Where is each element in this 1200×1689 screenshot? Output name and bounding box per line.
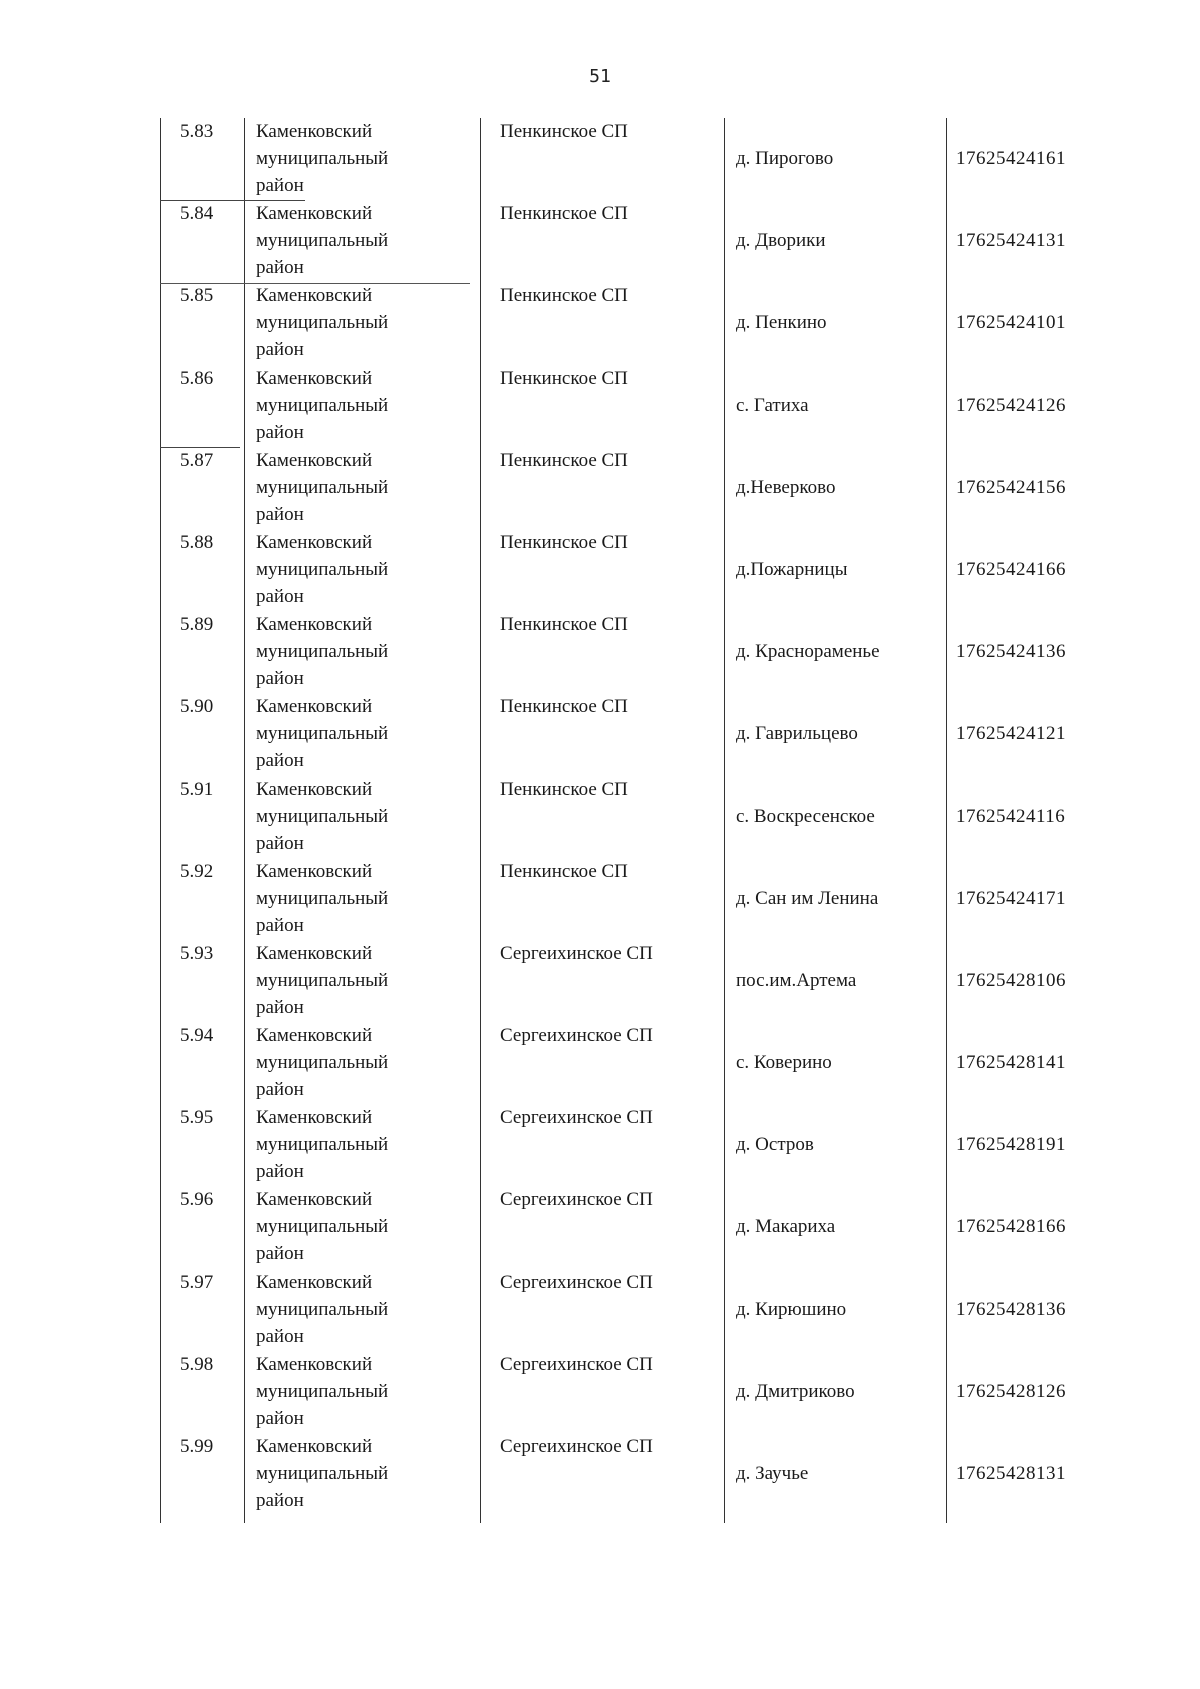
settlement-cell: Сергеихинское СП <box>500 1025 653 1047</box>
district-text: район <box>256 914 304 936</box>
district-text: район <box>256 257 304 279</box>
oktmo-code-cell: 17625424156 <box>956 476 1066 498</box>
oktmo-code-cell: 17625424166 <box>956 558 1066 580</box>
table-row <box>160 611 1120 693</box>
district-text: район <box>256 585 304 607</box>
district-text: муниципальный <box>256 1380 389 1402</box>
district-text: муниципальный <box>256 969 389 991</box>
district-text: Каменковский <box>256 449 373 471</box>
oktmo-code-cell: 17625424161 <box>956 148 1066 169</box>
oktmo-code-cell: 17625424121 <box>956 723 1066 745</box>
locality-cell: д. Остров <box>736 1134 814 1156</box>
district-cell <box>256 365 466 447</box>
settlement-cell: Пенкинское СП <box>500 367 628 389</box>
district-text: муниципальный <box>256 1134 389 1156</box>
district-text: Каменковский <box>256 860 373 882</box>
row-number: 5.90 <box>180 696 214 718</box>
district-text: Каменковский <box>256 778 373 800</box>
settlement-cell: Пенкинское СП <box>500 696 628 718</box>
district-text: Каменковский <box>256 1107 373 1129</box>
row-number: 5.91 <box>180 778 214 800</box>
district-cell <box>256 940 466 1022</box>
district-text: район <box>256 1079 304 1101</box>
district-cell <box>256 447 466 529</box>
settlement-cell: Пенкинское СП <box>500 614 628 636</box>
district-text: Каменковский <box>256 367 373 389</box>
district-cell <box>256 693 466 775</box>
row-number: 5.89 <box>180 614 214 636</box>
district-text: муниципальный <box>256 805 389 827</box>
row-number: 5.85 <box>180 285 214 307</box>
table-row <box>160 940 1120 1022</box>
row-number: 5.84 <box>180 203 214 225</box>
row-number: 5.94 <box>180 1025 214 1047</box>
oktmo-code-cell: 17625428106 <box>956 969 1066 991</box>
district-cell <box>256 1104 466 1186</box>
oktmo-code-cell: 17625424116 <box>956 805 1066 827</box>
district-text: Каменковский <box>256 942 373 964</box>
page-number: 51 <box>589 66 611 87</box>
district-cell <box>256 200 466 282</box>
locality-cell: с. Воскресенское <box>736 805 875 827</box>
settlement-cell: Пенкинское СП <box>500 778 628 800</box>
locality-table <box>160 118 1120 1515</box>
table-row <box>160 365 1120 447</box>
table-row <box>160 1186 1120 1268</box>
district-cell <box>256 1269 466 1351</box>
locality-cell: д. Дмитриково <box>736 1380 855 1402</box>
oktmo-code-cell: 17625428141 <box>956 1052 1066 1074</box>
table-row <box>160 282 1120 364</box>
locality-cell: д.Пожарницы <box>736 558 848 580</box>
locality-cell: д. Гаврильцево <box>736 723 858 745</box>
district-cell <box>256 118 466 200</box>
district-text: муниципальный <box>256 394 389 416</box>
district-text: район <box>256 503 304 525</box>
locality-cell: д. Пирогово <box>736 148 834 169</box>
district-text: Каменковский <box>256 121 373 142</box>
table-row <box>160 200 1120 282</box>
row-number: 5.83 <box>180 121 214 142</box>
settlement-cell: Пенкинское СП <box>500 860 628 882</box>
oktmo-code-cell: 17625424136 <box>956 641 1066 663</box>
table-row <box>160 858 1120 940</box>
district-cell <box>256 1186 466 1268</box>
row-number: 5.93 <box>180 942 214 964</box>
oktmo-code-cell: 17625428166 <box>956 1216 1066 1238</box>
row-number: 5.92 <box>180 860 214 882</box>
district-text: район <box>256 668 304 690</box>
district-text: Каменковский <box>256 1189 373 1211</box>
oktmo-code-cell: 17625428131 <box>956 1463 1066 1484</box>
table-row <box>160 1022 1120 1104</box>
district-text: Каменковский <box>256 1025 373 1047</box>
locality-cell: д. Краснораменье <box>736 641 880 663</box>
district-text: район <box>256 1325 304 1347</box>
district-text: муниципальный <box>256 148 389 169</box>
district-text: муниципальный <box>256 1298 389 1320</box>
table-row <box>160 1104 1120 1186</box>
table-row <box>160 1433 1120 1515</box>
locality-cell: с. Гатиха <box>736 394 809 416</box>
district-text: Каменковский <box>256 1353 373 1375</box>
district-text: муниципальный <box>256 312 389 334</box>
table-row <box>160 1351 1120 1433</box>
district-text: район <box>256 421 304 443</box>
locality-cell: д. Дворики <box>736 230 826 252</box>
table-row <box>160 776 1120 858</box>
row-number: 5.97 <box>180 1271 214 1293</box>
locality-cell: д.Неверково <box>736 476 836 498</box>
row-number: 5.86 <box>180 367 214 389</box>
oktmo-code-cell: 17625424101 <box>956 312 1066 334</box>
settlement-cell: Пенкинское СП <box>500 121 628 142</box>
locality-cell: д. Макариха <box>736 1216 836 1238</box>
row-number: 5.99 <box>180 1436 214 1457</box>
locality-cell: пос.им.Артема <box>736 969 857 991</box>
oktmo-code-cell: 17625428191 <box>956 1134 1066 1156</box>
district-text: муниципальный <box>256 887 389 909</box>
table-row <box>160 1269 1120 1351</box>
oktmo-code-cell: 17625424171 <box>956 887 1066 909</box>
district-cell <box>256 1022 466 1104</box>
district-cell <box>256 776 466 858</box>
district-cell <box>256 529 466 611</box>
row-number: 5.95 <box>180 1107 214 1129</box>
district-text: район <box>256 1490 304 1511</box>
row-number: 5.88 <box>180 531 214 553</box>
district-text: Каменковский <box>256 614 373 636</box>
district-text: район <box>256 1161 304 1183</box>
district-text: район <box>256 750 304 772</box>
district-text: район <box>256 996 304 1018</box>
district-text: Каменковский <box>256 203 373 225</box>
district-text: муниципальный <box>256 1216 389 1238</box>
settlement-cell: Сергеихинское СП <box>500 1436 653 1457</box>
district-cell <box>256 1351 466 1433</box>
district-text: район <box>256 175 304 196</box>
table-row <box>160 118 1120 200</box>
table-row <box>160 693 1120 775</box>
district-text: район <box>256 1407 304 1429</box>
district-text: муниципальный <box>256 641 389 663</box>
district-text: район <box>256 832 304 854</box>
table-row <box>160 447 1120 529</box>
settlement-cell: Сергеихинское СП <box>500 942 653 964</box>
district-text: район <box>256 1243 304 1265</box>
district-text: муниципальный <box>256 1463 389 1484</box>
row-number: 5.96 <box>180 1189 214 1211</box>
oktmo-code-cell: 17625428126 <box>956 1380 1066 1402</box>
district-text: Каменковский <box>256 285 373 307</box>
district-cell <box>256 1433 466 1515</box>
district-text: Каменковский <box>256 1271 373 1293</box>
locality-cell: д. Заучье <box>736 1463 809 1484</box>
district-cell <box>256 611 466 693</box>
locality-cell: д. Кирюшино <box>736 1298 847 1320</box>
district-text: муниципальный <box>256 230 389 252</box>
settlement-cell: Пенкинское СП <box>500 285 628 307</box>
district-text: Каменковский <box>256 696 373 718</box>
row-number: 5.98 <box>180 1353 214 1375</box>
district-cell <box>256 282 466 364</box>
locality-cell: с. Коверино <box>736 1052 832 1074</box>
table-row <box>160 529 1120 611</box>
oktmo-code-cell: 17625428136 <box>956 1298 1066 1320</box>
district-text: муниципальный <box>256 723 389 745</box>
settlement-cell: Сергеихинское СП <box>500 1353 653 1375</box>
district-text: Каменковский <box>256 531 373 553</box>
locality-cell: д. Пенкино <box>736 312 827 334</box>
oktmo-code-cell: 17625424126 <box>956 394 1066 416</box>
oktmo-code-cell: 17625424131 <box>956 230 1066 252</box>
district-cell <box>256 858 466 940</box>
settlement-cell: Пенкинское СП <box>500 531 628 553</box>
settlement-cell: Сергеихинское СП <box>500 1189 653 1211</box>
settlement-cell: Пенкинское СП <box>500 203 628 225</box>
district-text: район <box>256 339 304 361</box>
district-text: муниципальный <box>256 1052 389 1074</box>
row-number: 5.87 <box>180 449 214 471</box>
settlement-cell: Сергеихинское СП <box>500 1107 653 1129</box>
district-text: Каменковский <box>256 1436 373 1457</box>
settlement-cell: Сергеихинское СП <box>500 1271 653 1293</box>
district-text: муниципальный <box>256 476 389 498</box>
settlement-cell: Пенкинское СП <box>500 449 628 471</box>
district-text: муниципальный <box>256 558 389 580</box>
locality-cell: д. Сан им Ленина <box>736 887 879 909</box>
